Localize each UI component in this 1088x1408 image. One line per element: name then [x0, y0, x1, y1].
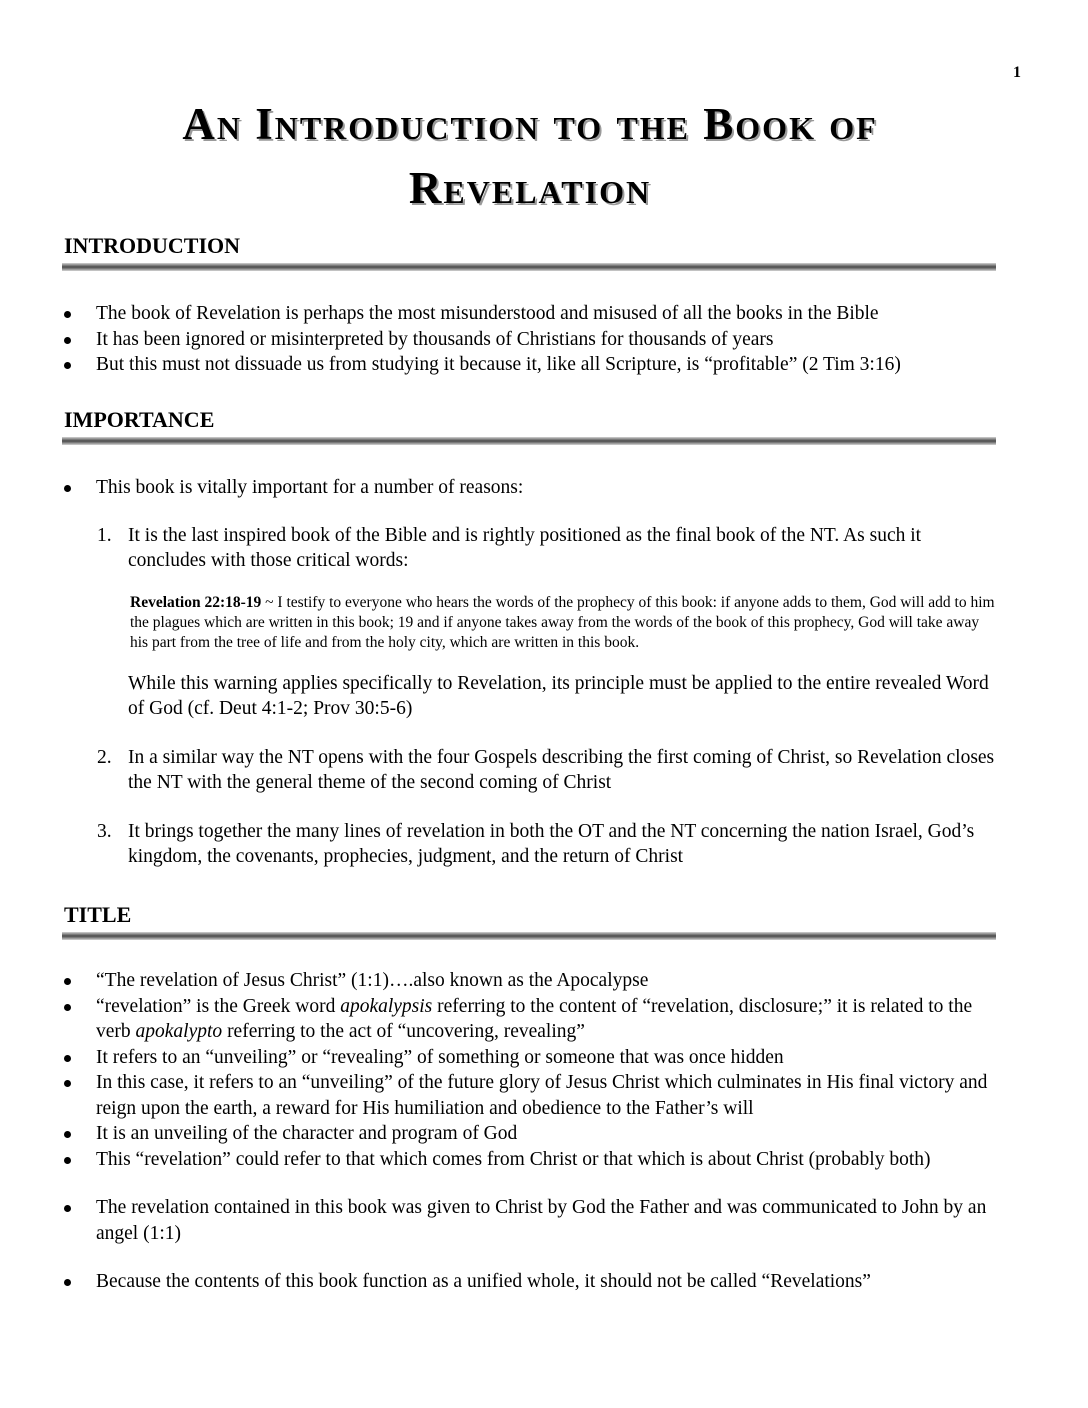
introduction-section	[62, 232, 996, 378]
item-number: 1.	[97, 524, 112, 546]
quote-text: ~ I testify to everyone who hears the words of the prophecy of this book: if anyone adds to them, God will add to him the plagues which are written in this book; 19 and if anyone takes away from the words of the book of this prophecy, God will take away his part from the tree of life and from the holy city, which are written in this book.	[130, 593, 995, 651]
title-line-2: Revelation	[408, 163, 652, 213]
list-item: The revelation contained in this book was given to Christ by God the Father and was communicated to John by an angel (1:1)	[62, 1195, 996, 1246]
title-section	[62, 901, 996, 1295]
numbered-item	[62, 523, 996, 722]
numbered-item	[62, 819, 996, 870]
section-rule	[62, 932, 996, 940]
numbered-item	[62, 745, 996, 796]
introduction-heading: INTRODUCTION	[64, 233, 241, 258]
importance-heading: IMPORTANCE	[64, 407, 215, 432]
title-list	[62, 968, 996, 1295]
greek-term: apokalypto	[135, 1021, 223, 1042]
importance-section	[62, 406, 996, 870]
quote-reference: Revelation 22:18-19	[130, 593, 262, 611]
title-line-1: An Introduction to the Book of	[182, 99, 878, 149]
title-heading: TITLE	[64, 902, 132, 927]
list-item: In this case, it refers to an “unveiling” of the future glory of Jesus Christ which culminates in His final victory and reign upon the earth, a reward for His humiliation and obedience to the Father’s will	[62, 1070, 996, 1121]
list-item: But this must not dissuade us from studying it because it, like all Scripture, is “profitable” (2 Tim 3:16)	[62, 352, 996, 378]
scripture-quote	[62, 593, 996, 653]
item-text: In a similar way the NT opens with the four Gospels describing the first coming of Christ, so Revelation closes the NT with the general theme of the second coming of Christ	[128, 746, 995, 793]
list-item: It has been ignored or misinterpreted by thousands of Christians for thousands of years	[62, 327, 996, 353]
document-title	[60, 92, 1000, 220]
introduction-list	[62, 301, 996, 378]
item-number: 3.	[97, 820, 112, 842]
item-number: 2.	[97, 746, 112, 768]
page-number: 1	[1013, 64, 1021, 81]
list-item: Because the contents of this book function as a unified whole, it should not be called “Revelations”	[62, 1269, 996, 1295]
item-text: It is the last inspired book of the Bible and is rightly positioned as the final book of the NT. As such it concludes with those critical words:	[128, 524, 922, 571]
importance-list	[62, 475, 996, 501]
section-rule	[62, 437, 996, 445]
item-text: It brings together the many lines of revelation in both the OT and the NT concerning the nation Israel, God’s kingdom, the covenants, prophecies, judgment, and the return of Christ	[128, 820, 975, 867]
section-rule	[62, 263, 996, 271]
list-item: “The revelation of Jesus Christ” (1:1)….also known as the Apocalypse	[62, 968, 996, 994]
list-item: It refers to an “unveiling” or “revealing” of something or someone that was once hidden	[62, 1045, 996, 1071]
list-item: “revelation” is the Greek word apokalypsis referring to the content of “revelation, disclosure;” it is related to the verb apokalypto referring to the act of “uncovering, revealing”	[62, 994, 996, 1045]
list-item: This “revelation” could refer to that which comes from Christ or that which is about Christ (probably both)	[62, 1147, 996, 1173]
list-item: It is an unveiling of the character and program of God	[62, 1121, 996, 1147]
quote-note: While this warning applies specifically to Revelation, its principle must be applied to the entire revealed Word of God (cf. Deut 4:1-2; Prov 30:5-6)	[128, 672, 989, 719]
greek-term: apokalypsis	[340, 995, 433, 1017]
list-item: The book of Revelation is perhaps the most misunderstood and misused of all the books in the Bible	[62, 301, 996, 327]
importance-reasons	[62, 523, 996, 870]
list-item: This book is vitally important for a number of reasons:	[62, 475, 996, 501]
